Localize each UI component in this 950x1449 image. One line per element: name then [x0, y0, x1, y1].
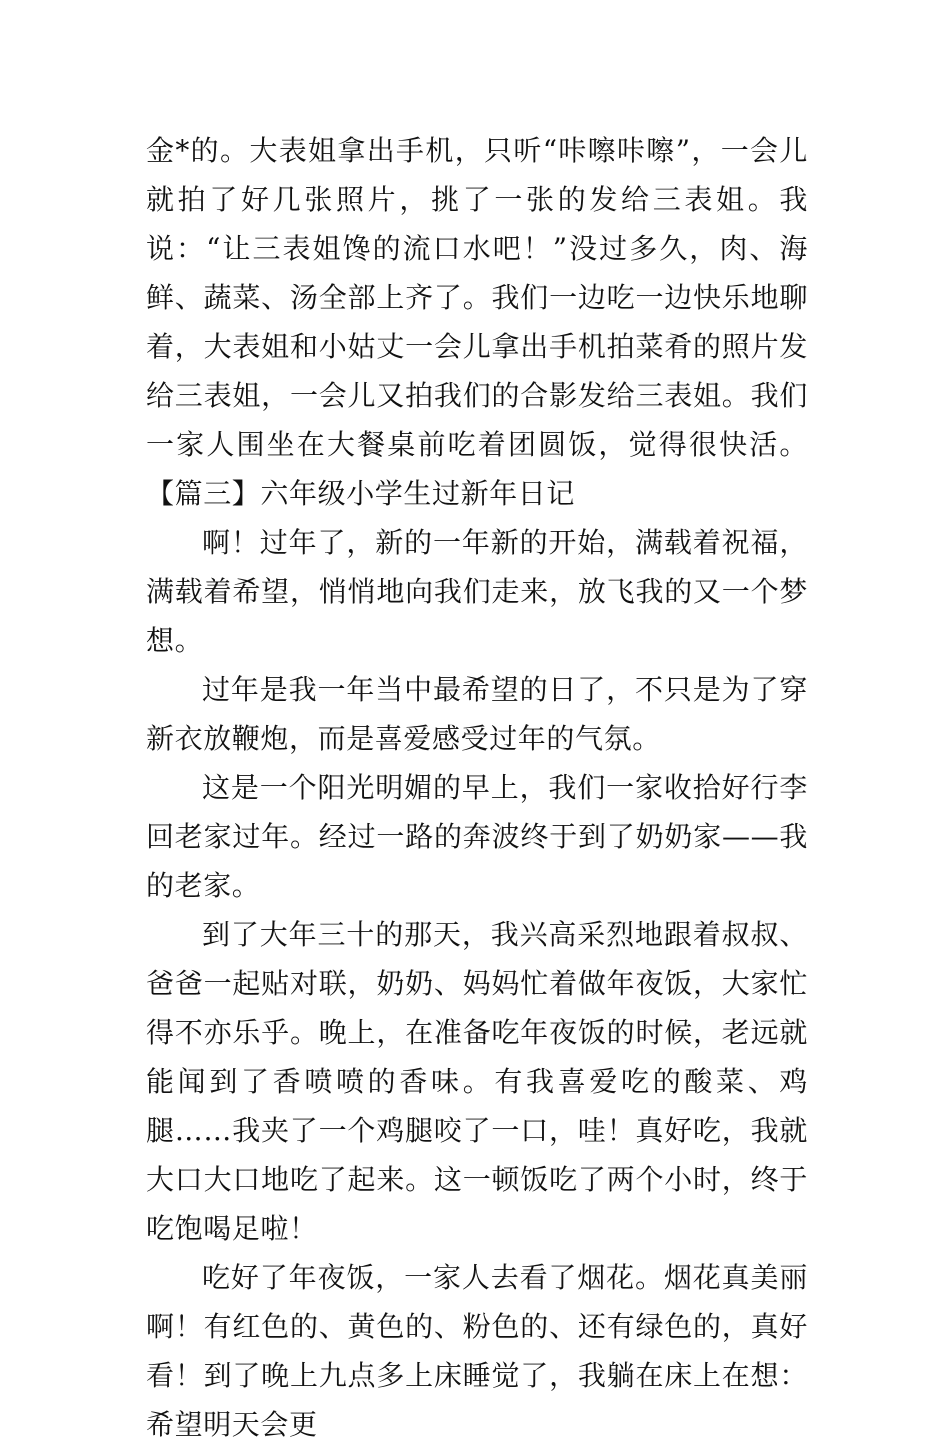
paragraph: 这是一个阳光明媚的早上，我们一家收拾好行李回老家过年。经过一路的奔波终于到了奶奶家——我的老家。 — [146, 771, 808, 902]
paragraph: 到了大年三十的那天，我兴高采烈地跟着叔叔、爸爸一起贴对联，奶奶、妈妈忙着做年夜饭，大家忙得不亦乐乎。晚上，在准备吃年夜饭的时候，老远就能闻到了香喷喷的香味。有我喜爱吃的酸菜、鸡腿……我夹了一个鸡腿咬了一口，哇！真好吃，我就大口大口地吃了起来。这一顿饭吃了两个小时，终于吃饱喝足啦！ — [146, 918, 808, 1245]
paragraph: 吃好了年夜饭，一家人去看了烟花。烟花真美丽啊！有红色的、黄色的、粉色的、还有绿色的，真好看！到了晚上九点多上床睡觉了，我躺在床上在想：希望明天会更 — [146, 1261, 808, 1441]
paragraph: 啊！过年了，新的一年新的开始，满载着祝福，满载着希望，悄悄地向我们走来，放飞我的又一个梦想。 — [146, 526, 808, 657]
paragraph: 过年是我一年当中最希望的日了，不只是为了穿新衣放鞭炮，而是喜爱感受过年的气氛。 — [146, 673, 808, 755]
paragraph-continuation: 金*的。大表姐拿出手机，只听“咔嚓咔嚓”，一会儿就拍了好几张照片，挑了一张的发给三表姐。我说：“让三表姐馋的流口水吧！”没过多久，肉、海鲜、蔬菜、汤全部上齐了。我们一边吃一边快乐地聊着，大表姐和小姑丈一会儿拿出手机拍菜肴的照片发给三表姐，一会儿又拍我们的合影发给三表姐。我们一家人围坐在大餐桌前吃着团圆饭，觉得很快活。【篇三】六年级小学生过新年日记 — [146, 134, 808, 510]
document-body — [146, 126, 808, 1449]
